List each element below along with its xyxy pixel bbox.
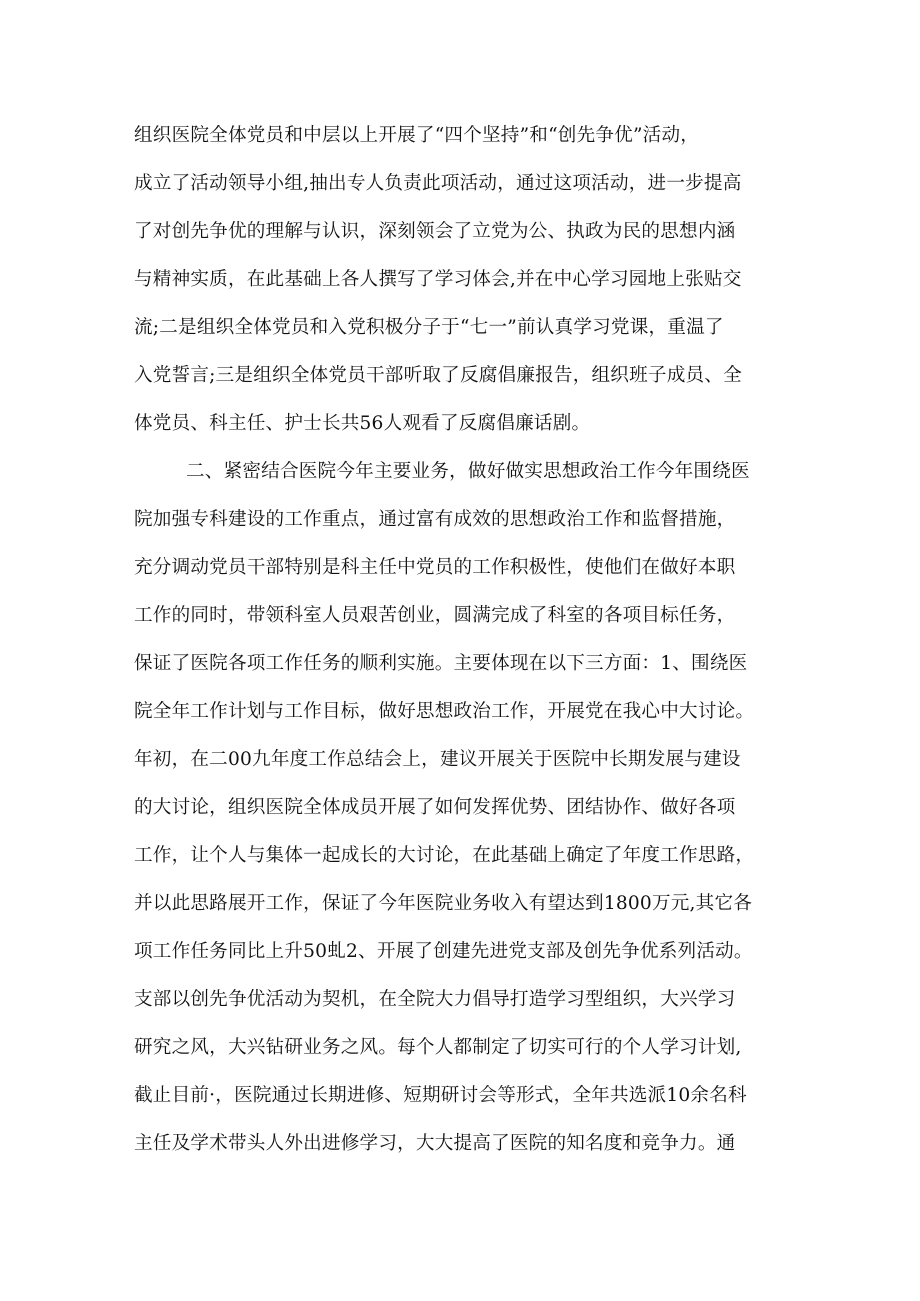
- text-line: 充分调动党员干部特别是科主任中党员的工作积极性，使他们在做好本职: [134, 557, 736, 578]
- text-line: 并以此思路展开工作，保证了今年医院业务收入有望达到1800万元,其它各: [134, 893, 753, 914]
- text-line: 保证了医院各项工作任务的顺利实施。主要体现在以下三方面：1、围绕医: [134, 653, 748, 674]
- text-line: 了对创先争优的理解与认识，深刻领会了立党为公、执政为民的思想内涵: [134, 221, 736, 242]
- text-line: 入党誓言;三是组织全体党员干部听取了反腐倡廉报告，组织班子成员、全: [134, 365, 742, 386]
- text-line: 组织医院全体党员和中层以上开展了“四个坚持”和“创先争优”活动，: [134, 125, 700, 146]
- text-line: 与精神实质，在此基础上各人撰写了学习体会,并在中心学习园地上张贴交: [134, 269, 742, 290]
- text-line: 院全年工作计划与工作目标，做好思想政治工作，开展党在我心中大讨论。: [134, 701, 755, 722]
- text-line: 院加强专科建设的工作重点，通过富有成效的思想政治工作和监督措施，: [134, 509, 736, 530]
- text-line: 工作的同时，带领科室人员艰苦创业，圆满完成了科室的各项目标任务，: [134, 605, 736, 626]
- text-line: 支部以创先争优活动为契机，在全院大力倡导打造学习型组织，大兴学习: [134, 989, 736, 1010]
- text-line: 工作，让个人与集体一起成长的大讨论，在此基础上确定了年度工作思路，: [134, 845, 755, 866]
- text-line: 成立了活动领导小组,抽出专人负责此项活动，通过这项活动，进一步提高: [134, 173, 742, 194]
- text-line: 项工作任务同比上升50虬2、开展了创建先进党支部及创先争优系列活动。: [134, 941, 753, 962]
- text-line: 的大讨论，组织医院全体成员开展了如何发挥优势、团结协作、做好各项: [134, 797, 736, 818]
- text-line: 主任及学术带头人外出进修学习，大大提高了医院的知名度和竞争力。通: [134, 1133, 736, 1154]
- text-line: 体党员、科主任、护士长共56人观看了反腐倡廉话剧。: [134, 413, 591, 434]
- text-line: 年初，在二00九年度工作总结会上，建议开展关于医院中长期发展与建设: [134, 749, 741, 770]
- text-line: 流;二是组织全体党员和入党积极分子于“七一”前认真学习党课，重温了: [134, 317, 724, 338]
- paragraph-start-line: 二、紧密结合医院今年主要业务，做好做实思想政治工作今年围绕医: [186, 461, 750, 482]
- text-line: 截止目前·，医院通过长期进修、短期研讨会等形式，全年共选派10余名科: [134, 1085, 747, 1106]
- text-line: 研究之风，大兴钻研业务之风。每个人都制定了切实可行的个人学习计划,: [134, 1037, 742, 1058]
